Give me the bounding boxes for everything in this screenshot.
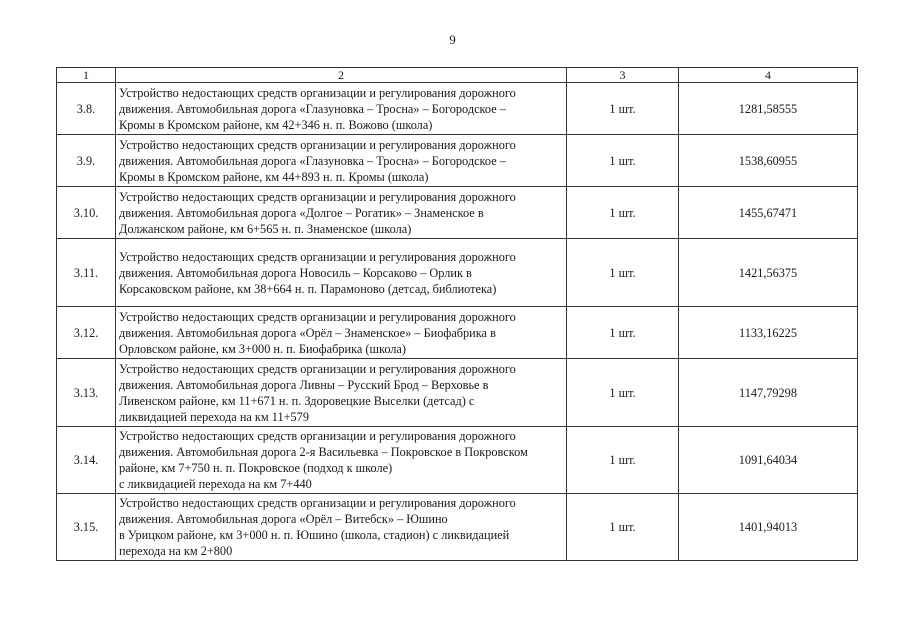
description-line: движения. Автомобильная дорога «Глазуновка – Тросна» – Богородское – [119, 153, 506, 168]
row-number: 3.14. [57, 427, 116, 494]
amount: 1455,67471 [679, 187, 858, 239]
description-line: Кромы в Кромском районе, км 44+893 н. п. Кромы (школа) [119, 169, 429, 184]
quantity: 1 шт. [567, 135, 679, 187]
quantity: 1 шт. [567, 427, 679, 494]
description-line: движения. Автомобильная дорога «Орёл – Витебск» – Юшино [119, 512, 448, 526]
row-number: 3.15. [57, 494, 116, 561]
amount: 1147,79298 [679, 359, 858, 427]
description-line: районе, км 7+750 н. п. Покровское (подход к школе) [119, 461, 393, 475]
row-number: 3.12. [57, 307, 116, 359]
description-line: Устройство недостающих средств организации и регулирования дорожного [119, 309, 516, 324]
page-number: 9 [449, 32, 456, 47]
table-row [57, 187, 858, 239]
table-row [57, 135, 858, 187]
work-description [116, 307, 567, 359]
table-row [57, 427, 858, 494]
description-line: движения. Автомобильная дорога Новосиль – Корсаково – Орлик в [119, 265, 472, 280]
work-description [116, 494, 567, 561]
table-row [57, 359, 858, 427]
work-description [116, 187, 567, 239]
description-line: Устройство недостающих средств организации и регулирования дорожного [119, 249, 516, 264]
description-line: Кромы в Кромском районе, км 42+346 н. п. Вожово (школа) [119, 117, 433, 132]
table-row [57, 83, 858, 135]
table-row [57, 239, 858, 307]
quantity: 1 шт. [567, 83, 679, 135]
description-line: движения. Автомобильная дорога 2-я Васильевка – Покровское в Покровском [119, 445, 528, 459]
description-line: с ликвидацией перехода на км 7+440 [119, 477, 312, 491]
description-line: Ливенском районе, км 11+671 н. п. Здоровецкие Выселки (детсад) с [119, 393, 475, 408]
row-number: 3.11. [57, 239, 116, 307]
work-description [116, 135, 567, 187]
column-header: 4 [679, 68, 858, 83]
table-header-row [57, 68, 858, 83]
amount: 1421,56375 [679, 239, 858, 307]
table-row [57, 307, 858, 359]
quantity: 1 шт. [567, 359, 679, 427]
work-description [116, 239, 567, 307]
amount: 1401,94013 [679, 494, 858, 561]
description-line: Устройство недостающих средств организации и регулирования дорожного [119, 496, 516, 510]
quantity: 1 шт. [567, 187, 679, 239]
description-line: Устройство недостающих средств организации и регулирования дорожного [119, 189, 516, 204]
quantity: 1 шт. [567, 239, 679, 307]
column-header: 3 [567, 68, 679, 83]
description-line: Орловском районе, км 3+000 н. п. Биофабрика (школа) [119, 341, 406, 356]
quantity: 1 шт. [567, 494, 679, 561]
description-line: движения. Автомобильная дорога «Глазуновка – Тросна» – Богородское – [119, 101, 506, 116]
row-number: 3.9. [57, 135, 116, 187]
work-description [116, 359, 567, 427]
description-line: Должанском районе, км 6+565 н. п. Знаменское (школа) [119, 221, 412, 236]
work-description [116, 427, 567, 494]
row-number: 3.13. [57, 359, 116, 427]
column-header: 1 [57, 68, 116, 83]
row-number: 3.10. [57, 187, 116, 239]
row-number: 3.8. [57, 83, 116, 135]
description-line: движения. Автомобильная дорога Ливны – Русский Брод – Верховье в [119, 377, 489, 392]
works-table [56, 67, 858, 561]
work-description [116, 83, 567, 135]
description-line: Устройство недостающих средств организации и регулирования дорожного [119, 429, 516, 443]
amount: 1538,60955 [679, 135, 858, 187]
description-line: движения. Автомобильная дорога «Орёл – Знаменское» – Биофабрика в [119, 325, 496, 340]
column-header: 2 [116, 68, 567, 83]
amount: 1281,58555 [679, 83, 858, 135]
amount: 1091,64034 [679, 427, 858, 494]
description-line: в Урицком районе, км 3+000 н. п. Юшино (школа, стадион) с ликвидацией [119, 528, 510, 542]
amount: 1133,16225 [679, 307, 858, 359]
description-line: Устройство недостающих средств организации и регулирования дорожного [119, 137, 516, 152]
description-line: Корсаковском районе, км 38+664 н. п. Парамоново (детсад, библиотека) [119, 281, 497, 296]
description-line: перехода на км 2+800 [119, 544, 233, 558]
description-line: Устройство недостающих средств организации и регулирования дорожного [119, 85, 516, 100]
quantity: 1 шт. [567, 307, 679, 359]
description-line: Устройство недостающих средств организации и регулирования дорожного [119, 361, 516, 376]
description-line: движения. Автомобильная дорога «Долгое – Рогатик» – Знаменское в [119, 205, 484, 220]
table-row [57, 494, 858, 561]
description-line: ликвидацией перехода на км 11+579 [119, 409, 309, 424]
